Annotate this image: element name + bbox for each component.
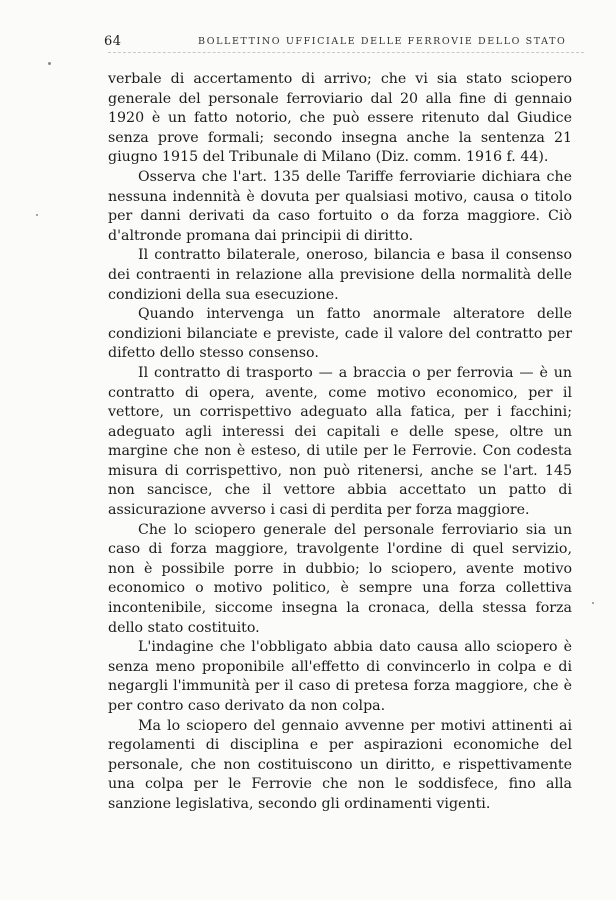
scan-speck [48,62,51,65]
paragraph: verbale di accertamento di arrivo; che vi sia stato sciopero generale del personale ferroviario dal 20 alla fine di gennaio 1920 è un fatto notorio, che può essere ritenuto dal Giudice senza prove formali; secondo insegna anche la sentenza 21 giugno 1915 del Tribunale di Milano (Diz. comm. 1916 f. 44). [108,71,572,166]
paragraph: L'indagine che l'obbligato abbia dato causa allo sciopero è senza meno proponibile all'effetto di convincerlo in colpa e di negargli l'immunità per il caso di pretesa forza maggiore, che è per contro caso derivato da non colpa. [108,639,572,714]
paragraph: Che lo sciopero generale del personale ferroviario sia un caso di forza maggiore, travolgente l'ordine di quel servizio, non è possibile porre in dubbio; lo sciopero, avente motivo economico o motivo politico, è sempre una forza collettiva incontenibile, siccome insegna la cronaca, della stessa forza dello stato costituito. [108,521,572,636]
header-rule [108,52,584,55]
running-head: BOLLETTINO UFFICIALE DELLE FERROVIE DELLO STATO [198,36,567,47]
paragraph: Osserva che l'art. 135 delle Tariffe ferroviarie dichiara che nessuna indennità è dovuta per qualsiasi motivo, causa o titolo per danni derivati da caso fortuito o da forza maggiore. Ciò d'altronde promana dai principii di diritto. [108,168,572,244]
page-number: 64 [104,34,122,49]
paragraph: Il contratto di trasporto — a braccia o per ferrovia — è un contratto di opera, avente, come motivo economico, per il vettore, un corrispettivo adeguato alla fatica, per i facchini; adeguato agli interessi dei capitali e delle spese, oltre un margine che non è esteso, di utile per le Ferrovie. Con codesta misura di corrispettivo, non può ritenersi, anche se l'art. 145 non sancisce, che il vettore abbia accettato un patto di assicurazione avverso i casi di perdita per forza maggiore. [108,364,572,519]
paragraph: Ma lo sciopero del gennaio avvenne per motivi attinenti ai regolamenti di disciplina e per aspirazioni economiche del personale, che non costituiscono un diritto, e rispettivamente una colpa per le Ferrovie che non le soddisfece, fino alla sanzione legislativa, secondo gli ordinamenti vigenti. [108,717,572,812]
page-header [104,34,584,52]
paragraph: Quando intervenga un fatto anormale alteratore delle condizioni bilanciate e previste, cade il valore del contratto per difetto dello stesso consenso. [108,306,572,362]
paragraph: Il contratto bilaterale, oneroso, bilancia e basa il consenso dei contraenti in relazione alla previsione della normalità delle condizioni della sua esecuzione. [108,247,572,303]
body-text [108,70,572,815]
scan-speck [592,602,594,604]
scan-speck [36,214,38,216]
